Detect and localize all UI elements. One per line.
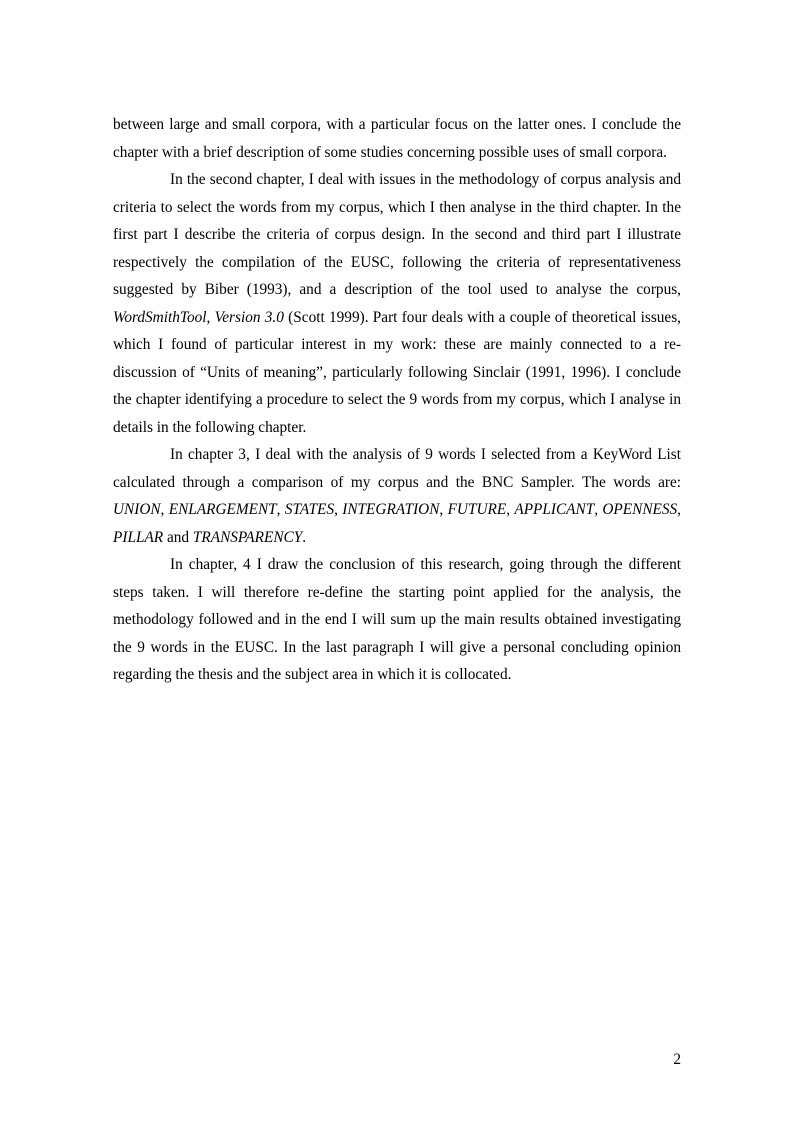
italic-text: FUTURE (447, 501, 507, 518)
italic-text: PILLAR (113, 528, 164, 546)
text-run: , (594, 501, 603, 518)
text-run: , (276, 501, 285, 518)
text-run: . (302, 528, 307, 546)
italic-text: ENLARGEMENT (168, 501, 277, 518)
italic-text: OPENNESS (602, 501, 678, 518)
paragraph (113, 441, 681, 551)
paragraph (113, 111, 681, 166)
text-run: , (506, 501, 515, 518)
italic-text: APPLICANT (514, 501, 595, 518)
text-run: In chapter, 4 I draw the conclusion of this research, going through the different steps taken. I will therefore re-define the starting point applied for the analysis, the methodology followed and in the end I will sum up the main results obtained investigating the 9 words in the EUSC. In the last paragraph I will give a personal concluding opinion regarding the thesis and the subject area in which it is collocated. (113, 556, 681, 683)
paragraph (113, 551, 681, 689)
text-run: , (677, 501, 681, 518)
text-run: and (163, 528, 193, 546)
paragraph (113, 166, 681, 441)
italic-text: WordSmithTool, Version 3.0 (113, 308, 284, 326)
text-run: , (160, 501, 169, 518)
italic-text: STATES (284, 501, 335, 518)
italic-text: INTEGRATION (342, 501, 440, 518)
italic-text: TRANSPARENCY (192, 528, 303, 546)
text-run: In chapter 3, I deal with the analysis of 9 words I selected from a KeyWord List calculated through a comparison of my corpus and the BNC Sampler. The words are: (113, 446, 681, 491)
text-run: In the second chapter, I deal with issues in the methodology of corpus analysis and criteria to select the words from my corpus, which I then analyse in the third chapter. In the first part I describe the criteria of corpus design. In the second and third part I illustrate respectively the compilation of the EUSC, following the criteria of representativeness suggested by Biber (1993), and a description of the tool used to analyse the corpus, (113, 171, 681, 298)
text-run: between large and small corpora, with a particular focus on the latter ones. I conclude the chapter with a brief description of some studies concerning possible uses of small corpora. (113, 116, 681, 161)
text-run: , (439, 501, 448, 518)
italic-text: UNION (113, 501, 161, 518)
text-run: (Scott 1999). Part four deals with a couple of theoretical issues, which I found of particular interest in my work: these are mainly connected to a re-discussion of “Units of meaning”, particularly following Sinclair (1991, 1996). I conclude the chapter identifying a procedure to select the 9 words from my corpus, which I analyse in details in the following chapter. (113, 308, 681, 436)
body-text (113, 111, 681, 689)
text-run: , (334, 501, 343, 518)
page-number: 2 (673, 1051, 681, 1068)
